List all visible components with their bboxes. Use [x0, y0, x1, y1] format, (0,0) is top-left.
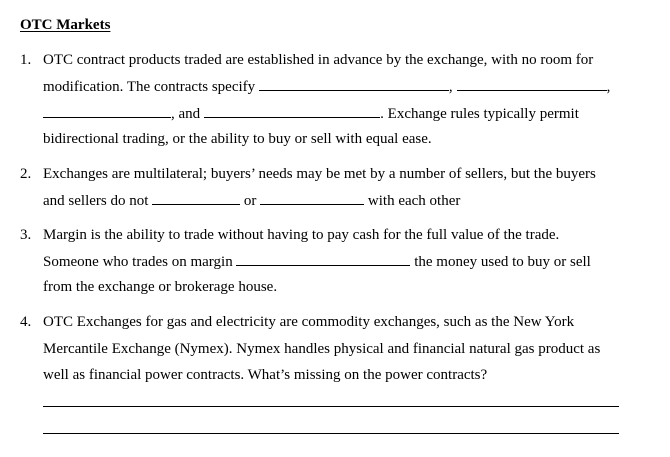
- item-2-line-1: Exchanges are multilateral; buyers’ needs may be met by a number of sellers, but the buyers: [43, 166, 596, 182]
- item-2-text: and sellers do not: [43, 193, 153, 209]
- item-1-text-2: . Exchange rules typically permit: [380, 106, 579, 122]
- item-2-number: 2.: [20, 166, 32, 182]
- item-3-number: 3.: [20, 227, 32, 243]
- item-3-line-3: from the exchange or brokerage house.: [43, 279, 278, 295]
- item-1-line-2: [43, 77, 610, 96]
- item-3-text: Someone who trades on margin: [43, 254, 237, 270]
- item-1-blank-2[interactable]: [457, 77, 607, 91]
- item-1-number: 1.: [20, 52, 32, 68]
- answer-line-2[interactable]: [43, 433, 619, 434]
- item-1-blank-3[interactable]: [43, 104, 171, 118]
- item-2-or: or: [240, 193, 261, 209]
- item-3-line-2: [43, 252, 591, 271]
- item-1-and: , and: [171, 106, 201, 122]
- item-4-line-2: Mercantile Exchange (Nymex). Nymex handles physical and financial natural gas product as: [43, 341, 601, 357]
- item-1-line-1: OTC contract products traded are established in advance by the exchange, with no room for: [43, 52, 594, 68]
- item-3-text-2: the money used to buy or sell: [410, 254, 591, 270]
- item-1-blank-1[interactable]: [259, 77, 449, 91]
- item-2-text-2: with each other: [364, 193, 461, 209]
- item-3-blank-1[interactable]: [236, 252, 410, 266]
- item-4-line-1: OTC Exchanges for gas and electricity are commodity exchanges, such as the New York: [43, 314, 575, 330]
- item-1-blank-4[interactable]: [204, 104, 380, 118]
- item-1-comma-2: ,: [606, 79, 611, 95]
- page-title: OTC Markets: [20, 17, 111, 33]
- item-1-line-4: bidirectional trading, or the ability to buy or sell with equal ease.: [43, 131, 432, 147]
- item-2-blank-2[interactable]: [260, 191, 364, 205]
- item-2-line-2: [43, 191, 460, 210]
- item-1-comma-1: ,: [448, 79, 453, 95]
- item-1-line-3: [43, 104, 579, 123]
- answer-line-1[interactable]: [43, 406, 619, 407]
- item-4-line-3: well as financial power contracts. What’s missing on the power contracts?: [43, 367, 488, 383]
- item-3-line-1: Margin is the ability to trade without having to pay cash for the full value of the trade.: [43, 227, 560, 243]
- item-4-number: 4.: [20, 314, 32, 330]
- item-2-blank-1[interactable]: [152, 191, 240, 205]
- item-1-text: modification. The contracts specify: [43, 79, 259, 95]
